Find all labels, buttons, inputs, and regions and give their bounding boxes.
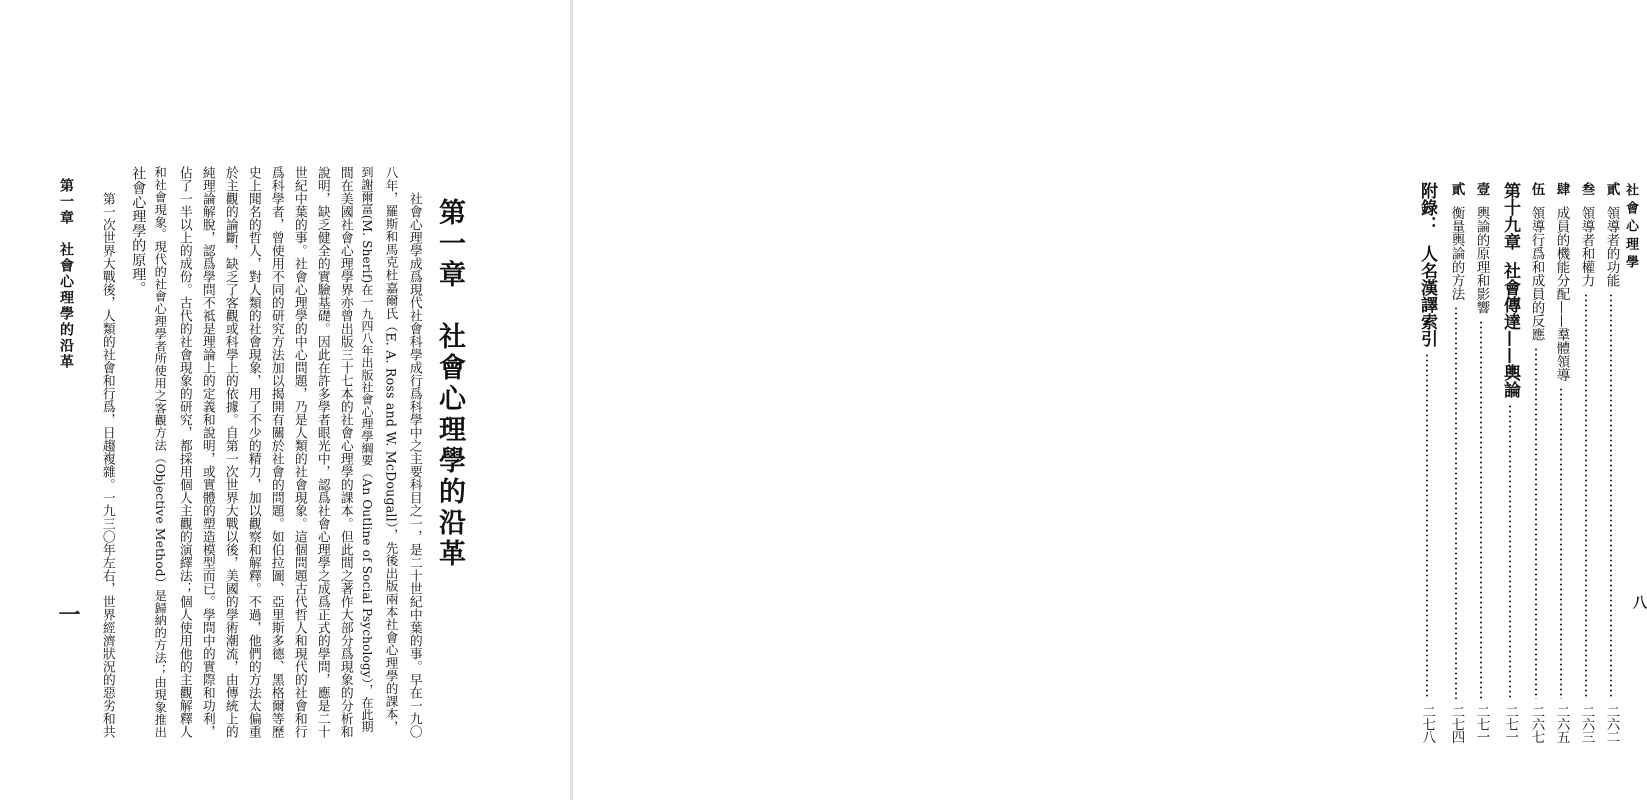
body-line: 史上聞名的哲人，對人類的社會現象，用了不少的精力，加以觀察和解釋。不過，他們的方法太偏重 xyxy=(245,166,261,738)
left-page-number: 一 xyxy=(55,603,81,625)
right-running-header: 社會心理學 xyxy=(1623,183,1638,273)
right-page xyxy=(573,0,1647,800)
body-line: 世紀中葉的事。社會心理學的中心問題，乃是人類的社會現象。這個問題古代哲人和現代的社會和行 xyxy=(291,166,307,738)
body-line: 爲科學者，曾使用不同的研究方法加以揭開有關於社會的問題。如伯拉圖、亞里斯多德、黑格爾等歷 xyxy=(268,166,284,738)
toc-entry-title: 成員的機能分配——羣體領導 xyxy=(1553,205,1570,381)
toc-entry[interactable] xyxy=(1529,182,1543,742)
toc-entry-title: 領導行爲和成員的反應 xyxy=(1528,205,1545,341)
left-page xyxy=(0,0,571,800)
toc-entry-title: 領導者的功能 xyxy=(1603,205,1620,287)
toc-appendix-entry[interactable] xyxy=(1418,182,1435,742)
toc-entry-page: 二六五 xyxy=(1553,704,1570,742)
chapter-title: 第一章 社會心理學的沿革 xyxy=(434,198,465,570)
toc-entry-title: 輿論的原理和影響 xyxy=(1473,205,1490,314)
body-line: 第一次世界大戰後，人類的社會和行爲，日趨複雜。一九三〇年左右，世界經濟狀況的惡劣和共 xyxy=(99,166,115,738)
toc-leader-dots xyxy=(1449,306,1463,699)
body-line: 佔了一半以上的成份。古代的社會現象的研究，都採用個人主觀的演繹法；個人使用他的主觀解釋人 xyxy=(176,166,192,738)
body-line: 間在美國社會心理學界亦曾出版三十七本的社會心理學的課本。但此間之著作大部分爲現象的分析和 xyxy=(337,166,353,738)
toc-chapter-title: 社會傳達——輿論 xyxy=(1500,262,1520,398)
toc-entry-number: 伍 xyxy=(1528,182,1545,196)
left-running-header: 第一章 社會心理學的沿革 xyxy=(58,178,74,370)
toc-leader-dots xyxy=(1529,347,1543,699)
body-line: 社會心理學成爲現代社會科學成行爲科學中之主要科目之一，是二十世紀中葉的事。早在一九〇 xyxy=(406,166,422,738)
toc-entry-page: 二七一 xyxy=(1473,704,1490,742)
toc-entry[interactable] xyxy=(1449,182,1463,742)
toc-entry[interactable] xyxy=(1604,182,1618,742)
toc-entry-page: 二七八 xyxy=(1419,704,1436,742)
toc-entry-number: 貳 xyxy=(1448,182,1465,196)
toc-leader-dots xyxy=(1554,387,1568,699)
toc-entry-page: 二七一 xyxy=(1502,704,1519,742)
toc-entry-page: 二六七 xyxy=(1528,704,1545,742)
body-line: 到謝爾富(M. Sherif)在一九四八年出版社會心理學綱要（An Outline of Social Psychology），在此期 xyxy=(360,166,374,733)
body-line: 於主觀的論斷，缺乏了客觀或科學上的依據。自第一次世界大戰以後，美國的學術潮流，由傳統上的 xyxy=(222,166,238,738)
toc-entry-title: 領導者和權力 xyxy=(1578,205,1595,287)
toc-entry-page: 二七四 xyxy=(1448,704,1465,742)
toc-entry-number: 貳 xyxy=(1603,182,1620,196)
body-line: 純理論解脫，認爲學問不祗是理論上的定義和說明，或實體的塑造模型而已。學問中的實際和功利， xyxy=(199,166,215,738)
toc-entry-page: 二六二 xyxy=(1603,704,1620,742)
toc-entry-number: 叁 xyxy=(1578,182,1595,196)
toc-chapter-entry[interactable] xyxy=(1501,182,1518,742)
body-line: 八年，羅斯和馬克杜嘉爾氏（E. A. Ross and W. McDougall），先後出版兩本社會心理學的課本， xyxy=(383,166,399,734)
toc-leader-dots xyxy=(1474,320,1488,699)
toc-entry-page: 二六三 xyxy=(1578,704,1595,742)
toc-leader-dots xyxy=(1604,293,1618,699)
toc-leader-dots xyxy=(1579,293,1593,699)
body-line: 說明，缺乏健全的實驗基礎。因此在許多學者眼光中，認爲社會心理學之成爲正式的學問，應是二十 xyxy=(314,166,330,738)
toc-entry[interactable] xyxy=(1474,182,1488,742)
toc-entry-title: 衡量輿論的方法 xyxy=(1448,205,1465,300)
right-page-number: 八 xyxy=(1631,595,1647,609)
toc-appendix-label: 附錄： xyxy=(1417,182,1437,233)
toc-entry[interactable] xyxy=(1579,182,1593,742)
toc-leader-dots xyxy=(1501,404,1518,699)
toc-entry-number: 肆 xyxy=(1553,182,1570,196)
body-line: 和社會現象。現代的社會心理學者所使用之客觀方法（Objective Method）是歸納的方法；由現象推出 xyxy=(153,166,168,738)
toc-chapter-number: 第十九章 xyxy=(1500,182,1520,250)
toc-entry[interactable] xyxy=(1554,182,1568,742)
toc-entry-number: 壹 xyxy=(1473,182,1490,196)
toc-appendix-title: 人名漢譯索引 xyxy=(1417,245,1437,347)
toc-leader-dots xyxy=(1418,353,1435,699)
body-line: 社會心理學的原理。 xyxy=(130,166,147,296)
